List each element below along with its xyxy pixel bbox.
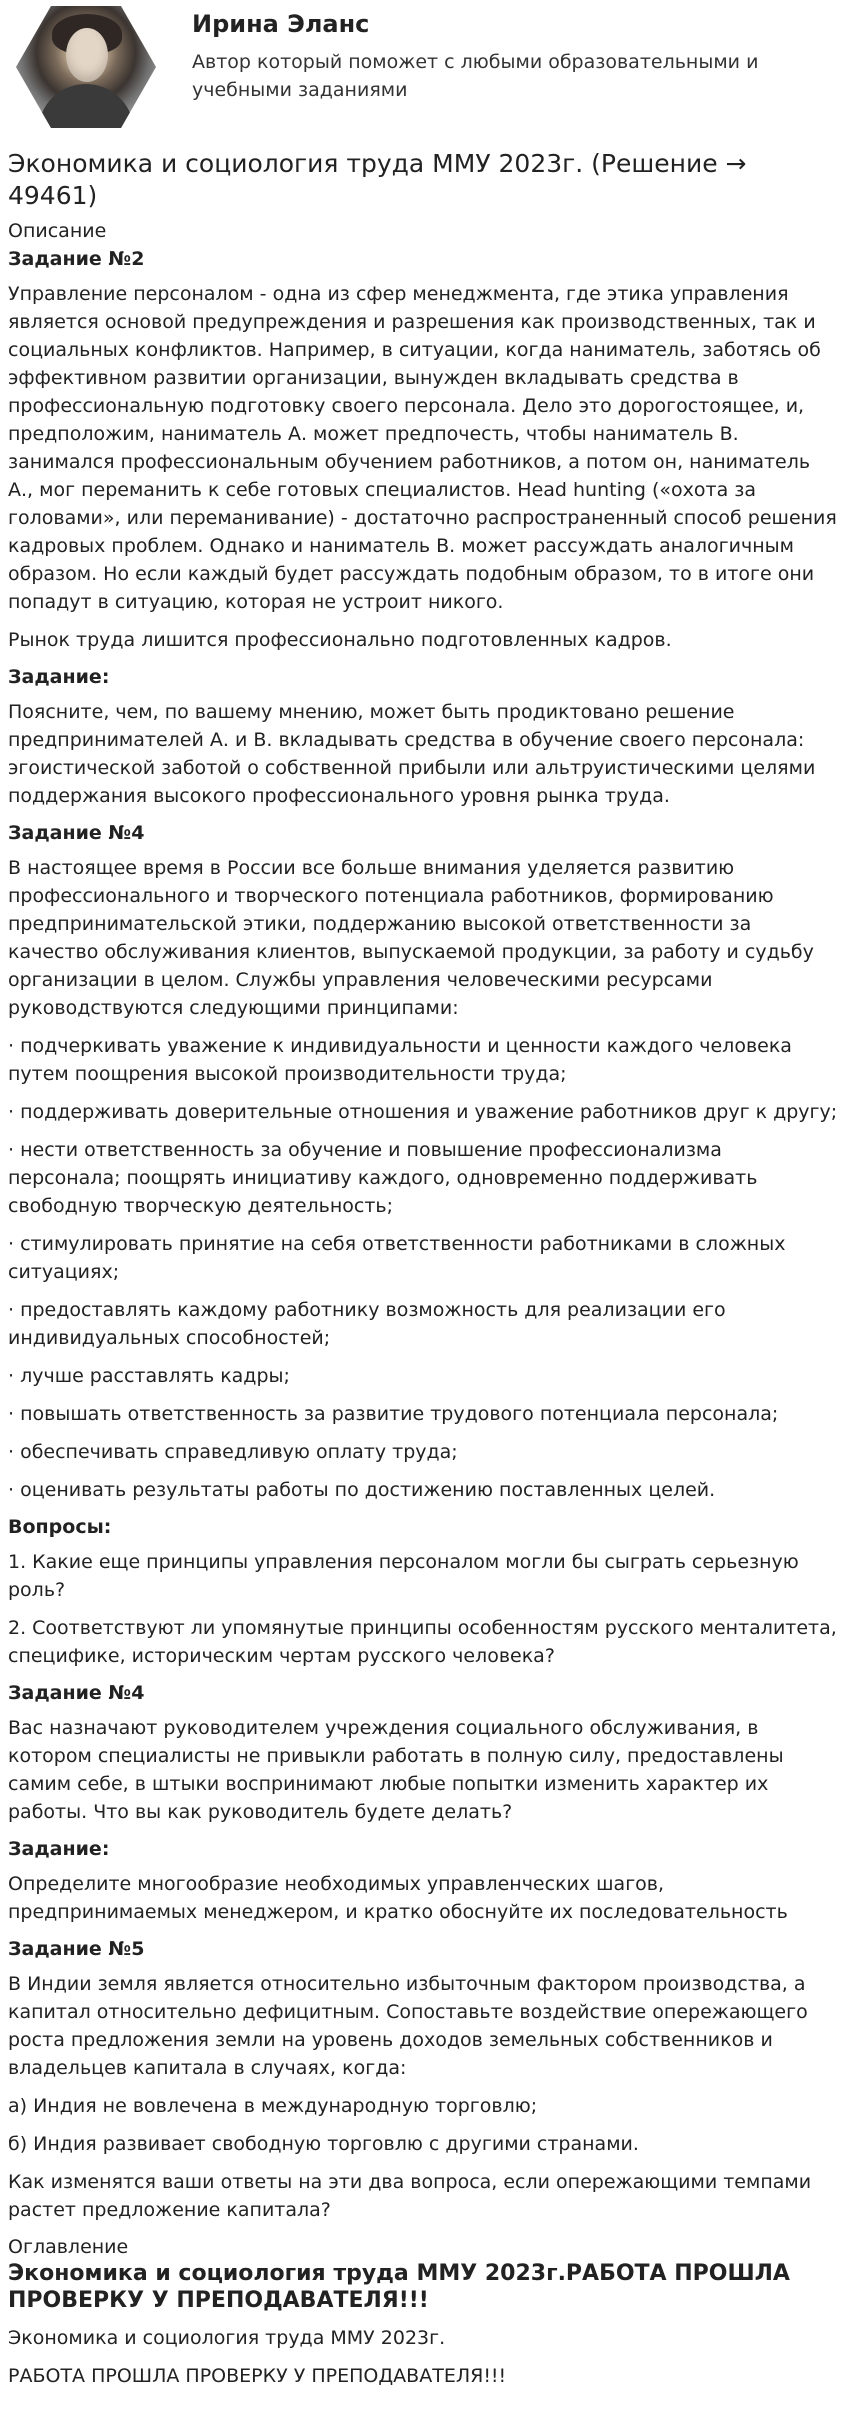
paragraph: · предоставлять каждому работнику возможность для реализации его индивидуальных способностей; xyxy=(8,1299,726,1349)
author-name[interactable]: Ирина Эланс xyxy=(192,10,370,38)
description-label: Описание xyxy=(8,220,107,242)
author-card xyxy=(8,0,839,136)
paragraph: Поясните, чем, по вашему мнению, может быть продиктовано решение предпринимателей А. и В. вкладывать средства в обучение своего персонала: эгоистической заботой о собственной прибыли или альтруистическими целями поддержания высокого профессионального уровня рынка труда. xyxy=(8,701,816,807)
toc-title[interactable]: Экономика и социология труда ММУ 2023г.РАБОТА ПРОШЛА ПРОВЕРКУ У ПРЕПОДАВАТЕЛЯ!!! xyxy=(8,2261,790,2313)
section-heading: Вопросы: xyxy=(8,1516,112,1538)
paragraph: б) Индия развивает свободную торговлю с другими странами. xyxy=(8,2133,639,2155)
section-heading: Задание №2 xyxy=(8,248,145,270)
paragraph: · подчеркивать уважение к индивидуальности и ценности каждого человека путем поощрения высокой производительности труда; xyxy=(8,1035,792,1085)
section-heading: Задание: xyxy=(8,666,110,688)
paragraph: · обеспечивать справедливую оплату труда; xyxy=(8,1441,458,1463)
paragraph: Как изменятся ваши ответы на эти два вопроса, если опережающими темпами растет предложение капитала? xyxy=(8,2171,812,2221)
page-title: Экономика и социология труда ММУ 2023г. (Решение → 49461) xyxy=(8,149,747,210)
paragraph: · оценивать результаты работы по достижению поставленных целей. xyxy=(8,1479,716,1501)
paragraph: 1. Какие еще принципы управления персоналом могли бы сыграть серьезную роль? xyxy=(8,1551,799,1601)
paragraph: В Индии земля является относительно избыточным фактором производства, а капитал относительно дефицитным. Сопоставьте воздействие опережающего роста предложения земли на уровень доходов земельных собственников и владельцев капитала в случаях, когда: xyxy=(8,1973,808,2079)
section-heading: Задание: xyxy=(8,1838,110,1860)
paragraph: Определите многообразие необходимых управленческих шагов, предпринимаемых менеджером, и кратко обоснуйте их последовательность xyxy=(8,1873,788,1923)
toc-label: Оглавление xyxy=(8,2236,129,2258)
paragraph: · стимулировать принятие на себя ответственности работниками в сложных ситуациях; xyxy=(8,1233,786,1283)
paragraph: · повышать ответственность за развитие трудового потенциала персонала; xyxy=(8,1403,779,1425)
paragraph: · поддерживать доверительные отношения и уважение работников друг к другу; xyxy=(8,1101,838,1123)
section-heading: Задание №4 xyxy=(8,822,145,844)
paragraph: · лучше расставлять кадры; xyxy=(8,1365,290,1387)
author-avatar[interactable] xyxy=(16,6,156,128)
paragraph: · нести ответственность за обучение и повышение профессионализма персонала; поощрять инициативу каждого, одновременно поддерживать свободную творческую деятельность; xyxy=(8,1139,758,1217)
description-content xyxy=(8,246,839,2224)
paragraph: Вас назначают руководителем учреждения социального обслуживания, в котором специалисты не привыкли работать в полную силу, предоставлены самим себе, в штыки воспринимают любые попытки изменить характер их работы. Что вы как руководитель будете делать? xyxy=(8,1717,784,1823)
avatar-face-shape xyxy=(66,28,108,82)
paragraph: Рынок труда лишится профессионально подготовленных кадров. xyxy=(8,629,672,651)
toc-line: РАБОТА ПРОШЛА ПРОВЕРКУ У ПРЕПОДАВАТЕЛЯ!!! xyxy=(8,2365,507,2387)
paragraph: Управление персоналом - одна из сфер менеджмента, где этика управления является основой предупреждения и разрешения как производственных, так и социальных конфликтов. Например, в ситуации, когда наниматель, заботясь об эффективном развитии организации, вынужден вкладывать средства в профессиональную подготовку своего персонала. Дело это дорогостоящее, и, предположим, наниматель А. может предпочесть, чтобы наниматель В. занимался профессиональным обучением работников, а потом он, наниматель А., мог переманить к себе готовых специалистов. Head hunting («охота за головами», или переманивание) - достаточно распространенный способ решения кадровых проблем. Однако и наниматель В. может рассуждать аналогичным образом. Но если каждый будет рассуждать подобным образом, то в итоге они попадут в ситуацию, которая не устроит никого. xyxy=(8,283,837,613)
avatar-body-shape xyxy=(38,84,134,144)
section-heading: Задание №5 xyxy=(8,1938,145,1960)
section-heading: Задание №4 xyxy=(8,1682,145,1704)
toc-line: Экономика и социология труда ММУ 2023г. xyxy=(8,2327,446,2349)
paragraph: а) Индия не вовлечена в международную торговлю; xyxy=(8,2095,538,2117)
paragraph: 2. Соответствуют ли упомянутые принципы особенностям русского менталитета, специфике, историческим чертам русского человека? xyxy=(8,1617,837,1667)
author-description: Автор который поможет с любыми образовательными и учебными заданиями xyxy=(192,51,759,101)
paragraph: В настоящее время в России все больше внимания уделяется развитию профессионального и творческого потенциала работников, формированию предпринимательской этики, поддержанию высокой ответственности за качество обслуживания клиентов, выпускаемой продукции, за работу и судьбу организации в целом. Службы управления человеческими ресурсами руководствуются следующими принципами: xyxy=(8,857,814,1019)
